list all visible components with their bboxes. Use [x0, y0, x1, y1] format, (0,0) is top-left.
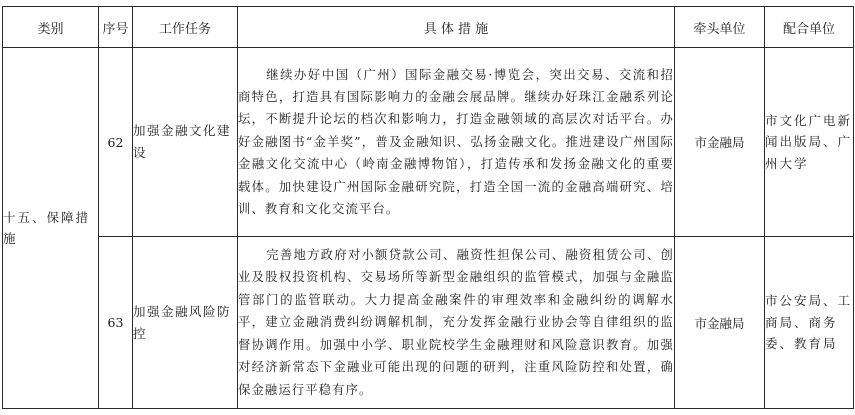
- task-cell: 加强金融风险防控: [133, 237, 238, 409]
- header-coop-unit: 配合单位: [765, 7, 854, 48]
- row-number: 63: [99, 237, 133, 409]
- measures-cell: 继续办好中国（广州）国际金融交易·博览会，突出交易、交流和招商特色，打造具有国际影响力的金融会展品牌。继续办好珠江金融系列论坛，不断提升论坛的档次和影响力，打造金融领域的高层次对话平台。办好金融图书“金羊奖”，普及金融知识、弘扬金融文化。推进建设广州国际金融文化交流中心（岭南金融博物馆），打造传承和发扬金融文化的重要载体。加快建设广州国际金融研究院，打造全国一流的金融高端研究、培训、教育和文化交流平台。: [238, 48, 675, 237]
- coop-unit-cell: 市公安局、工商局、商务委、教育局: [765, 237, 854, 409]
- task-cell: 加强金融文化建设: [133, 48, 238, 237]
- row-number: 62: [99, 48, 133, 237]
- header-number: 序号: [99, 7, 133, 48]
- measures-table: [2, 6, 854, 409]
- lead-unit-cell: 市金融局: [675, 48, 765, 237]
- coop-unit-cell: 市文化广电新闻出版局、广州大学: [765, 48, 854, 237]
- lead-unit-cell: 市金融局: [675, 237, 765, 409]
- category-cell: 十五、保障措施: [3, 48, 99, 409]
- header-lead-unit: 牵头单位: [675, 7, 765, 48]
- table-row: [3, 237, 854, 409]
- header-task: 工作任务: [133, 7, 238, 48]
- header-row: [3, 7, 854, 48]
- header-measures: 具 体 措 施: [238, 7, 675, 48]
- table-row: [3, 48, 854, 237]
- measures-cell: 完善地方政府对小额贷款公司、融资性担保公司、融资租赁公司、创业及股权投资机构、交易场所等新型金融组织的监管模式，加强与金融监管部门的监管联动。大力提高金融案件的审理效率和金融纠纷的调解水平，建立金融消费纠纷调解机制，充分发挥金融行业协会等自律组织的监督协调作用。加强中小学、职业院校学生金融理财和风险意识教育。加强对经济新常态下金融业可能出现的问题的研判，注重风险防控和处置，确保金融运行平稳有序。: [238, 237, 675, 409]
- header-category: 类别: [3, 7, 99, 48]
